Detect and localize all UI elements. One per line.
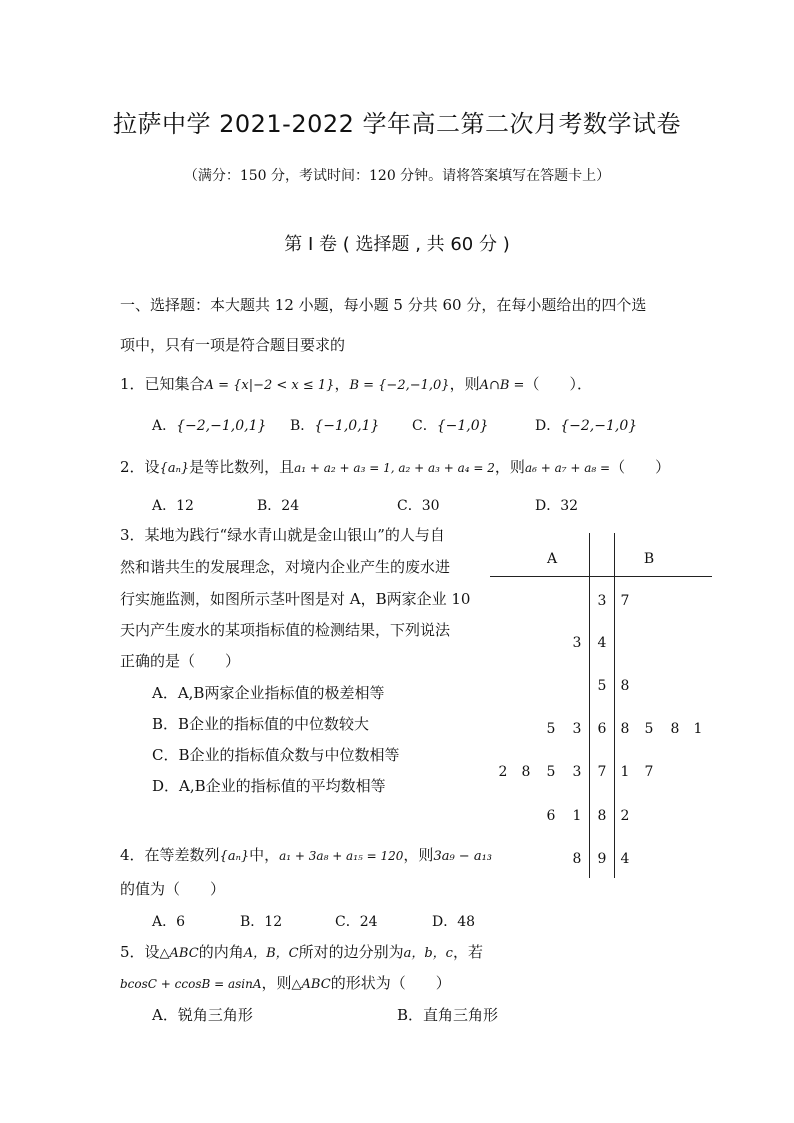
leaf-b: 7: [644, 764, 654, 780]
leaf-a: 5: [546, 764, 556, 780]
stem-value: 8: [597, 808, 607, 824]
q2-option-d: D．32: [535, 498, 579, 514]
q3-option-c: C．B企业的指标值众数与中位数相等: [152, 746, 400, 764]
exam-info: （满分：150 分，考试时间：120 分钟。请将答案填写在答题卡上）: [183, 168, 611, 184]
q1-option-c: C．{−1,0}: [412, 418, 489, 434]
q2-option-b: B．24: [257, 498, 300, 514]
q1-option-b: B．{−1,0,1}: [290, 418, 380, 434]
q4-condition: a₁ + 3a₈ + a₁₅ = 120: [279, 849, 404, 863]
q2-option-c: C．30: [397, 498, 440, 514]
stem-divider-left: [589, 533, 590, 878]
stem-value: 6: [597, 721, 607, 737]
question-4-stem: 4．在等差数列{aₙ}中，a₁ + 3a₈ + a₁₅ = 120，则3a₉ − a₁₃: [120, 846, 493, 864]
header-a: A: [546, 551, 558, 567]
q2-condition: a₁ + a₂ + a₃ = 1, a₂ + a₃ + a₄ = 2: [294, 461, 495, 475]
leaf-a: 2: [498, 764, 508, 780]
header-divider: [490, 576, 712, 577]
leaf-a: 8: [572, 851, 582, 867]
leaf-b: 2: [620, 808, 630, 824]
q3-line-5: 正确的是（ ）: [120, 652, 241, 670]
leaf-b: 8: [670, 721, 680, 737]
instructions-line-2: 项中，只有一项是符合题目要求的: [120, 336, 346, 354]
set-b: B = {−2,−1,0}: [349, 378, 450, 393]
q3-option-a: A．A,B两家企业指标值的极差相等: [152, 684, 385, 702]
leaf-a: 3: [572, 764, 582, 780]
question-2-stem: 2．设{aₙ}是等比数列，且a₁ + a₂ + a₃ = 1, a₂ + a₃ + a₄ = 2，则a₆ + a₇ + a₈ =（ ）: [120, 458, 671, 476]
leaf-b: 8: [620, 678, 630, 694]
q4-option-b: B．12: [240, 914, 283, 930]
leaf-a: 1: [572, 808, 582, 824]
stem-value: 9: [597, 851, 607, 867]
q3-option-b: B．B企业的指标值的中位数较大: [152, 715, 370, 733]
q4-line-2: 的值为（ ）: [120, 880, 226, 898]
q5-line-2: bcosC + ccosB = asinA，则△ABC的形状为（ ）: [120, 974, 451, 992]
leaf-b: 1: [693, 721, 703, 737]
stem-value: 7: [597, 764, 607, 780]
leaf-a: 3: [572, 635, 582, 651]
q1-option-d: D．{−2,−1,0}: [535, 418, 638, 434]
q4-option-d: D．48: [432, 914, 476, 930]
question-1-stem: 1．已知集合A = {x|−2 < x ≤ 1}，B = {−2,−1,0}，则A∩B =（ ）．: [120, 375, 592, 393]
q4-option-a: A．6: [152, 914, 186, 930]
leaf-b: 4: [620, 851, 630, 867]
leaf-a: 8: [521, 764, 531, 780]
stem-value: 3: [597, 593, 607, 609]
q5-option-a: A．锐角三角形: [152, 1006, 253, 1024]
page-title: 拉萨中学 2021-2022 学年高二第二次月考数学试卷: [112, 110, 682, 138]
section-title: 第 I 卷 ( 选择题 , 共 60 分 ): [284, 234, 510, 255]
instructions-line-1: 一、选择题：本大题共 12 小题，每小题 5 分共 60 分，在每小题给出的四个选: [120, 296, 647, 314]
q5-condition: bcosC + ccosB = asinA: [120, 977, 262, 991]
q3-line-2: 然和谐共生的发展理念，对境内企业产生的废水进: [120, 558, 451, 576]
header-b: B: [643, 551, 655, 567]
leaf-b: 7: [620, 593, 630, 609]
leaf-b: 5: [644, 721, 654, 737]
set-a: A = {x|−2 < x ≤ 1}: [204, 378, 335, 393]
stem-value: 5: [597, 678, 607, 694]
q4-option-c: C．24: [335, 914, 378, 930]
question-5-stem: 5．设△ABC的内角A，B，C所对的边分别为a，b，c，若: [120, 943, 483, 961]
q1-option-a: A．{−2,−1,0,1}: [152, 418, 267, 434]
intersection-expr: A∩B =: [479, 378, 525, 393]
q3-option-d: D．A,B企业的指标值的平均数相等: [152, 777, 386, 795]
leaf-a: 3: [572, 721, 582, 737]
leaf-a: 5: [546, 721, 556, 737]
q5-option-b: B．直角三角形: [397, 1006, 499, 1024]
stem-divider-right: [614, 533, 615, 878]
leaf-b: 1: [620, 764, 630, 780]
q3-line-1: 3．某地为践行“绿水青山就是金山银山”的人与自: [120, 526, 445, 544]
q3-line-4: 天内产生废水的某项指标值的检测结果，下列说法: [120, 621, 451, 639]
q2-option-a: A．12: [152, 498, 194, 514]
leaf-b: 8: [620, 721, 630, 737]
q3-line-3: 行实施监测，如图所示茎叶图是对 A，B两家企业 10: [120, 590, 471, 608]
leaf-a: 6: [546, 808, 556, 824]
stem-value: 4: [597, 635, 607, 651]
